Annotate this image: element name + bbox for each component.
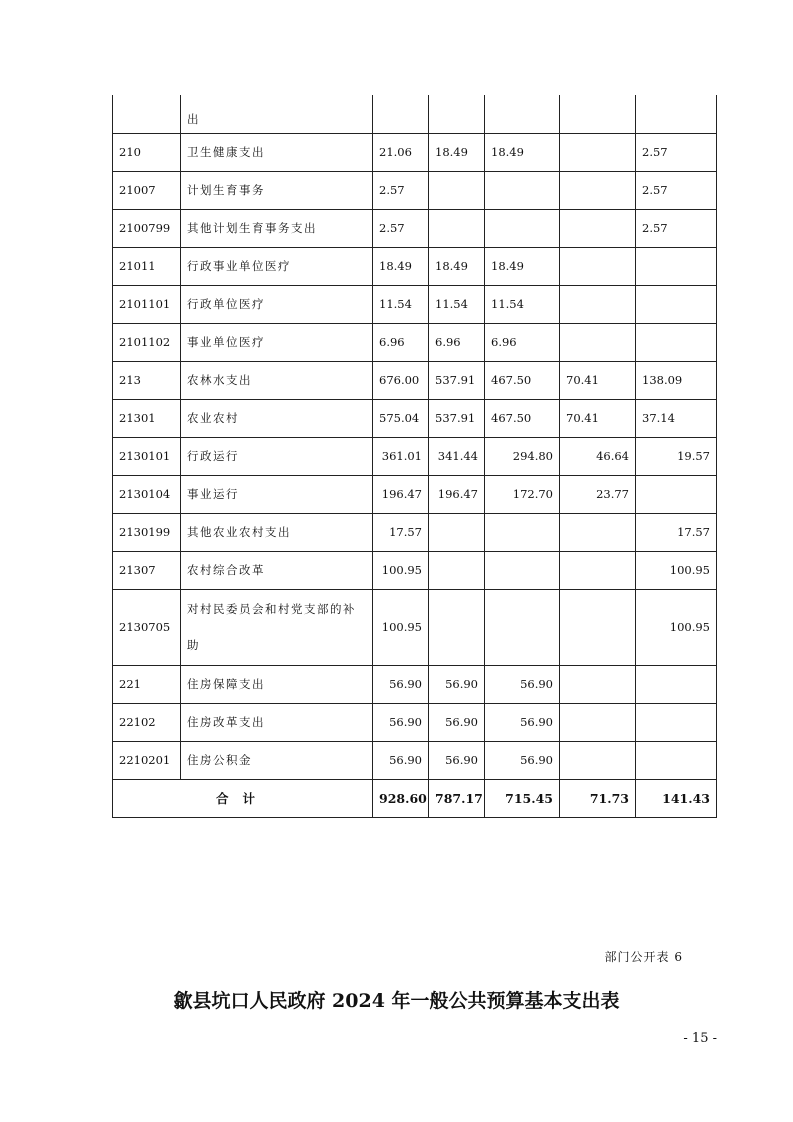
- value-cell: [560, 665, 636, 703]
- value-cell: 11.54: [429, 285, 485, 323]
- value-cell: [636, 95, 717, 133]
- value-cell: 21.06: [373, 133, 429, 171]
- name-cell: 出: [181, 95, 373, 133]
- value-cell: 341.44: [429, 437, 485, 475]
- value-cell: [373, 95, 429, 133]
- table-row: [113, 551, 717, 589]
- name-cell: 农村综合改革: [181, 551, 373, 589]
- value-cell: 676.00: [373, 361, 429, 399]
- value-cell: [429, 209, 485, 247]
- code-cell: 2130101: [113, 437, 181, 475]
- value-cell: [485, 589, 560, 665]
- value-cell: [636, 665, 717, 703]
- value-cell: 56.90: [373, 703, 429, 741]
- value-cell: 17.57: [373, 513, 429, 551]
- code-cell: 221: [113, 665, 181, 703]
- value-cell: 100.95: [373, 589, 429, 665]
- value-cell: 18.49: [429, 133, 485, 171]
- code-cell: 21307: [113, 551, 181, 589]
- value-cell: 100.95: [373, 551, 429, 589]
- value-cell: 467.50: [485, 361, 560, 399]
- code-cell: 21011: [113, 247, 181, 285]
- value-cell: 56.90: [485, 741, 560, 779]
- code-cell: 21007: [113, 171, 181, 209]
- value-cell: 172.70: [485, 475, 560, 513]
- value-cell: 70.41: [560, 399, 636, 437]
- value-cell: 56.90: [429, 665, 485, 703]
- code-cell: 210: [113, 133, 181, 171]
- value-cell: [560, 589, 636, 665]
- value-cell: 56.90: [373, 741, 429, 779]
- table-row: [113, 171, 717, 209]
- value-cell: [485, 95, 560, 133]
- code-cell: 21301: [113, 399, 181, 437]
- value-cell: [485, 551, 560, 589]
- value-cell: 537.91: [429, 361, 485, 399]
- code-cell: 2130705: [113, 589, 181, 665]
- value-cell: 56.90: [485, 703, 560, 741]
- value-cell: 17.57: [636, 513, 717, 551]
- value-cell: 23.77: [560, 475, 636, 513]
- code-cell: 2101101: [113, 285, 181, 323]
- name-cell: 行政单位医疗: [181, 285, 373, 323]
- name-cell: 农林水支出: [181, 361, 373, 399]
- value-cell: [560, 285, 636, 323]
- value-cell: 18.49: [373, 247, 429, 285]
- value-cell: [429, 551, 485, 589]
- value-cell: [636, 285, 717, 323]
- table-row: [113, 399, 717, 437]
- code-cell: 22102: [113, 703, 181, 741]
- total-row: [113, 779, 717, 817]
- total-value-cell: 928.60: [373, 779, 429, 817]
- code-cell: 2130199: [113, 513, 181, 551]
- code-cell: 2130104: [113, 475, 181, 513]
- name-cell: 卫生健康支出: [181, 133, 373, 171]
- value-cell: [429, 589, 485, 665]
- value-cell: [429, 171, 485, 209]
- form-label: 部门公开表 6: [604, 950, 683, 964]
- value-cell: 46.64: [560, 437, 636, 475]
- value-cell: 196.47: [429, 475, 485, 513]
- value-cell: 294.80: [485, 437, 560, 475]
- value-cell: 18.49: [429, 247, 485, 285]
- value-cell: 100.95: [636, 589, 717, 665]
- total-label: 合计: [113, 779, 373, 817]
- table-row: [113, 589, 717, 665]
- name-cell: 农业农村: [181, 399, 373, 437]
- name-cell: 行政运行: [181, 437, 373, 475]
- total-value-cell: 71.73: [560, 779, 636, 817]
- value-cell: 11.54: [485, 285, 560, 323]
- value-cell: [636, 475, 717, 513]
- table-row: [113, 475, 717, 513]
- code-cell: [113, 95, 181, 133]
- value-cell: 6.96: [485, 323, 560, 361]
- value-cell: 56.90: [485, 665, 560, 703]
- table-row: [113, 95, 717, 133]
- value-cell: [636, 703, 717, 741]
- table-row: [113, 741, 717, 779]
- value-cell: [485, 209, 560, 247]
- value-cell: [560, 551, 636, 589]
- value-cell: 100.95: [636, 551, 717, 589]
- table-row: [113, 133, 717, 171]
- value-cell: [636, 247, 717, 285]
- name-cell: 其他农业农村支出: [181, 513, 373, 551]
- name-cell: 住房保障支出: [181, 665, 373, 703]
- value-cell: [560, 513, 636, 551]
- value-cell: 2.57: [636, 171, 717, 209]
- total-value-cell: 787.17: [429, 779, 485, 817]
- value-cell: 467.50: [485, 399, 560, 437]
- value-cell: [560, 209, 636, 247]
- value-cell: [560, 323, 636, 361]
- value-cell: [560, 95, 636, 133]
- table-row: [113, 437, 717, 475]
- value-cell: 2.57: [636, 209, 717, 247]
- table-row: [113, 513, 717, 551]
- value-cell: [560, 703, 636, 741]
- value-cell: 6.96: [429, 323, 485, 361]
- value-cell: [485, 171, 560, 209]
- value-cell: [429, 95, 485, 133]
- name-cell: 事业运行: [181, 475, 373, 513]
- name-cell: 住房改革支出: [181, 703, 373, 741]
- value-cell: 361.01: [373, 437, 429, 475]
- table-row: [113, 361, 717, 399]
- value-cell: 37.14: [636, 399, 717, 437]
- value-cell: 56.90: [373, 665, 429, 703]
- table-row: [113, 247, 717, 285]
- table-row: [113, 209, 717, 247]
- value-cell: 18.49: [485, 133, 560, 171]
- value-cell: [636, 323, 717, 361]
- value-cell: 196.47: [373, 475, 429, 513]
- value-cell: 2.57: [636, 133, 717, 171]
- budget-table: [112, 95, 717, 818]
- value-cell: [636, 741, 717, 779]
- table-row: [113, 665, 717, 703]
- value-cell: 6.96: [373, 323, 429, 361]
- table-row: [113, 285, 717, 323]
- value-cell: 575.04: [373, 399, 429, 437]
- value-cell: [429, 513, 485, 551]
- value-cell: [560, 133, 636, 171]
- name-cell: 住房公积金: [181, 741, 373, 779]
- value-cell: 138.09: [636, 361, 717, 399]
- value-cell: 2.57: [373, 171, 429, 209]
- name-cell: 对村民委员会和村党支部的补助: [181, 589, 373, 665]
- code-cell: 213: [113, 361, 181, 399]
- name-cell: 其他计划生育事务支出: [181, 209, 373, 247]
- value-cell: 70.41: [560, 361, 636, 399]
- total-value-cell: 141.43: [636, 779, 717, 817]
- value-cell: 56.90: [429, 741, 485, 779]
- value-cell: [560, 247, 636, 285]
- total-value-cell: 715.45: [485, 779, 560, 817]
- name-cell: 事业单位医疗: [181, 323, 373, 361]
- code-cell: 2101102: [113, 323, 181, 361]
- value-cell: [560, 171, 636, 209]
- table-row: [113, 323, 717, 361]
- value-cell: 56.90: [429, 703, 485, 741]
- page-number: - 15 -: [683, 1031, 717, 1046]
- value-cell: 18.49: [485, 247, 560, 285]
- value-cell: 537.91: [429, 399, 485, 437]
- name-cell: 计划生育事务: [181, 171, 373, 209]
- table-row: [113, 703, 717, 741]
- document-title: 歙县坑口人民政府 2024 年一般公共预算基本支出表: [173, 990, 620, 1012]
- value-cell: [560, 741, 636, 779]
- code-cell: 2210201: [113, 741, 181, 779]
- name-cell: 行政事业单位医疗: [181, 247, 373, 285]
- value-cell: 19.57: [636, 437, 717, 475]
- value-cell: 2.57: [373, 209, 429, 247]
- code-cell: 2100799: [113, 209, 181, 247]
- value-cell: 11.54: [373, 285, 429, 323]
- value-cell: [485, 513, 560, 551]
